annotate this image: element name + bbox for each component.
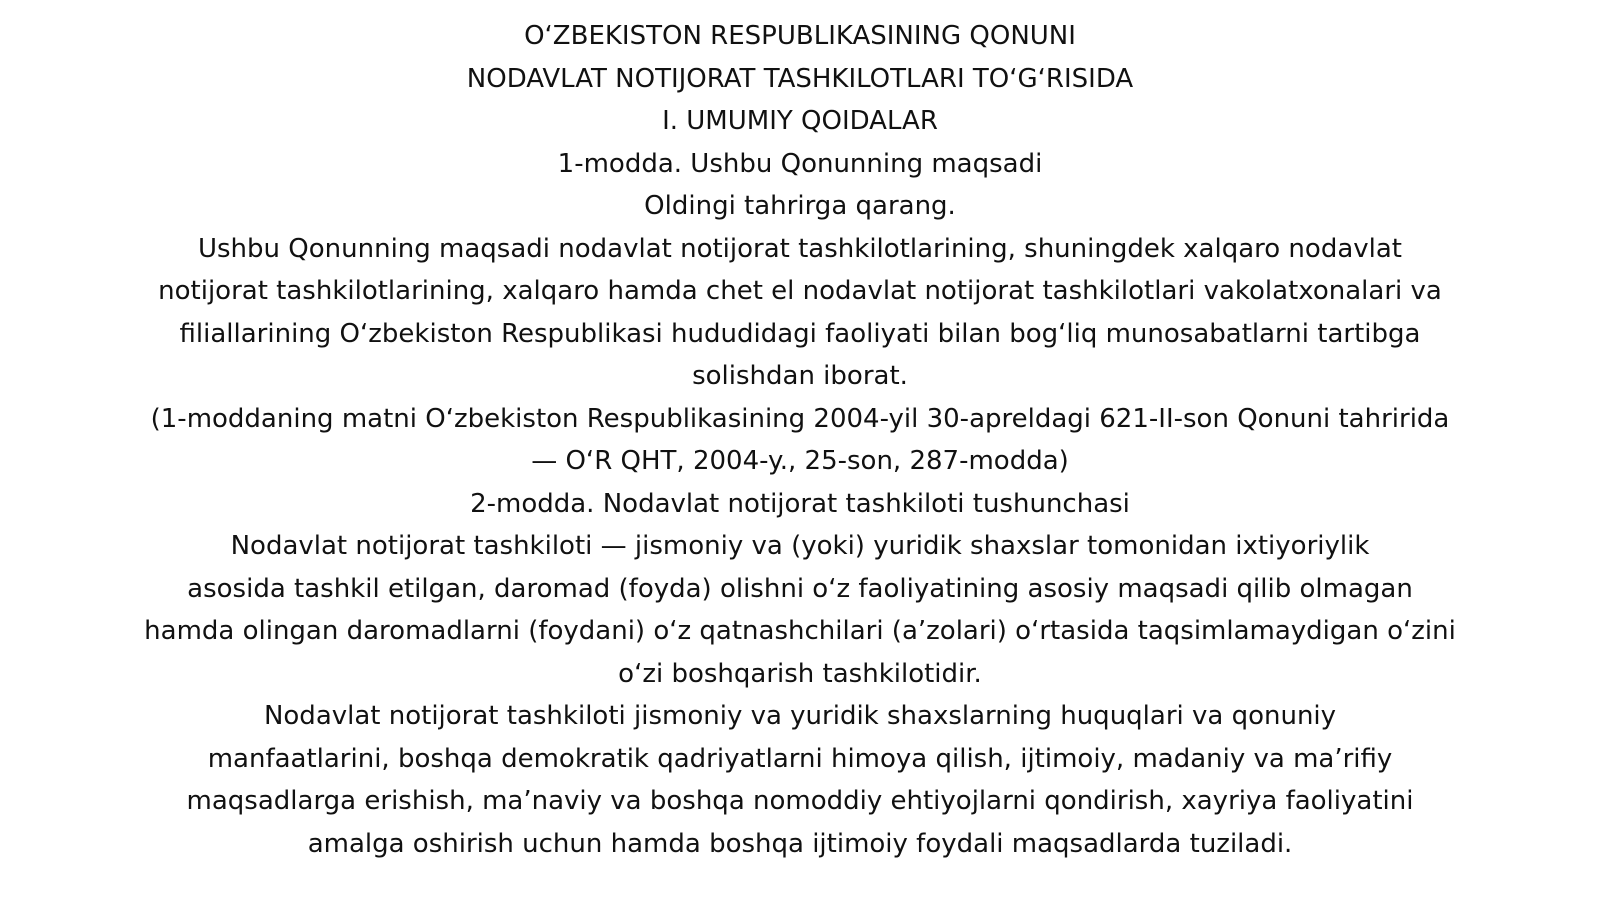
article-1-edition-note (40, 398, 1560, 483)
article-2-paragraph-1-line: asosida tashkil etilgan, daromad (foyda) olishni o‘z faoliyatining asosiy maqsadi qilib olmagan (187, 573, 1413, 604)
article-1-body-line: solishdan iborat. (692, 361, 908, 391)
article-1-body-line: notijorat tashkilotlarining, xalqaro hamda chet el nodavlat notijorat tashkilotlari vakolatxonalari va (158, 276, 1442, 306)
article-2-paragraph-1 (40, 525, 1560, 695)
previous-edition-link[interactable]: Oldingi tahrirga qarang. (644, 191, 956, 221)
article-2-paragraph-2-line: Nodavlat notijorat tashkiloti jismoniy va yuridik shaxslarning huquqlari va qonuniy (263, 701, 1337, 731)
article-1-body (40, 228, 1560, 398)
article-2-paragraph-2-line: manfaatlarini, boshqa demokratik qadriyatlarni himoya qilish, ijtimoiy, madaniy va ma’rifiy (207, 743, 1393, 774)
edition-note-line: (1-moddaning matni O‘zbekiston Respublikasining 2004-yil 30-apreldagi 621-II-son Qonuni tahririda (150, 403, 1450, 434)
article-2-paragraph-1-line: hamda olingan daromadlarni (foydani) o‘z qatnashchilari (a’zolari) o‘rtasida taqsimlamaydigan o‘zini (144, 616, 1456, 646)
article-2-paragraph-2-line: amalga oshirish uchun hamda boshqa ijtimoiy foydali maqsadlarda tuziladi. (307, 828, 1293, 859)
article-2-paragraph-2 (40, 695, 1560, 865)
article-2-paragraph-1-line: Nodavlat notijorat tashkiloti — jismoniy va (yoki) yuridik shaxslar tomonidan ixtiyoriylik (230, 531, 1370, 561)
article-2-heading: 2-modda. Nodavlat notijorat tashkiloti tushunchasi (470, 488, 1130, 519)
law-document (40, 15, 1560, 865)
edition-note-line: — O‘R QHT, 2004-y., 25-son, 287-modda) (531, 446, 1069, 476)
article-1-heading: 1-modda. Ushbu Qonunning maqsadi (557, 148, 1043, 179)
chapter-heading: I. UMUMIY QOIDALAR (662, 106, 938, 136)
article-1-body-line: Ushbu Qonunning maqsadi nodavlat notijorat tashkilotlarining, shuningdek xalqaro nodavlat (197, 233, 1402, 264)
article-2-paragraph-1-line: o‘zi boshqarish tashkilotidir. (618, 658, 982, 689)
law-subject-title: NODAVLAT NOTIJORAT TASHKILOTLARI TO‘G‘RISIDA (466, 63, 1134, 94)
law-title: O‘ZBEKISTON RESPUBLIKASINING QONUNI (524, 21, 1076, 51)
article-1-body-line: filiallarining O‘zbekiston Respublikasi hududidagi faoliyati bilan bog‘liq munosabatlarni tartibga (179, 318, 1421, 349)
article-2-paragraph-2-line: maqsadlarga erishish, ma’naviy va boshqa nomoddiy ehtiyojlarni qondirish, xayriya faoliyatini (186, 786, 1414, 816)
